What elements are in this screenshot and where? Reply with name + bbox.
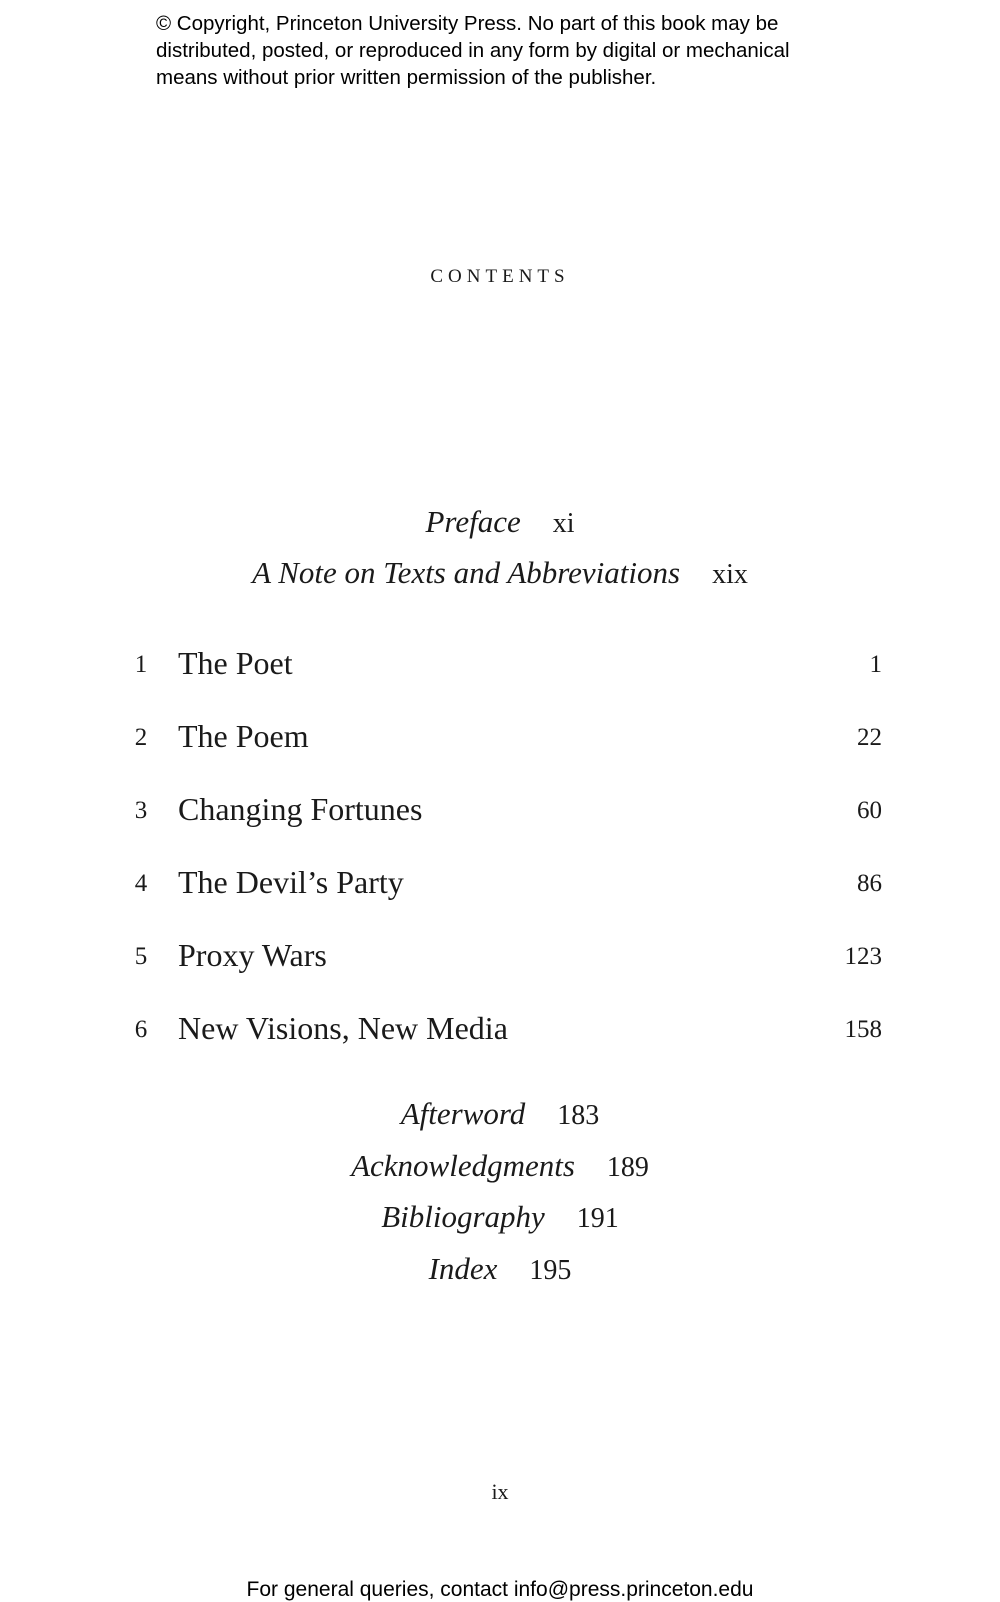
toc-entry-chapter-5[interactable] [130,935,882,1008]
chapter-number: 3 [134,797,148,824]
toc-entry-chapter-3[interactable] [130,789,882,862]
chapter-number: 4 [134,870,148,897]
toc-entry-page: 191 [576,1203,619,1234]
chapter-title: Proxy Wars [178,937,327,973]
chapter-page: 158 [844,1016,882,1043]
chapter-title: The Devil’s Party [178,864,404,900]
chapter-number: 1 [134,651,148,678]
back-matter-list [0,1088,1000,1294]
toc-entry-preface[interactable] [0,496,1000,547]
toc-entry-label: Index [428,1250,498,1286]
chapter-title: New Visions, New Media [178,1010,508,1046]
chapter-title: The Poet [178,645,293,681]
toc-entry-page: 189 [606,1151,649,1183]
footer-contact: For general queries, contact info@press.princeton.edu [246,1578,754,1601]
toc-entry-page: 195 [529,1254,572,1286]
chapter-page: 1 [869,651,882,678]
contents-heading: contents [430,258,570,288]
toc-entry-chapter-2[interactable] [130,716,882,789]
toc-entry-acknowledgments[interactable] [0,1140,1000,1192]
copyright-notice [156,10,876,91]
copyright-line: means without prior written permission of the publisher. [156,66,657,89]
chapter-page: 22 [857,724,882,751]
chapter-number: 2 [134,724,148,751]
toc-entry-page: xix [712,559,748,590]
toc-entry-index[interactable] [0,1243,1000,1295]
toc-entry-page: xi [552,508,575,539]
chapter-page: 60 [857,797,882,824]
toc-entry-bibliography[interactable] [0,1191,1000,1243]
toc-entry-afterword[interactable] [0,1088,1000,1140]
toc-entry-page: 183 [557,1100,600,1131]
chapter-list [130,643,882,1081]
toc-entry-label: A Note on Texts and Abbreviations [252,555,681,590]
toc-entry-chapter-6[interactable] [130,1008,882,1081]
toc-entry-label: Afterword [400,1096,526,1131]
toc-entry-note-on-texts[interactable] [0,547,1000,598]
page-folio: ix [491,1479,509,1504]
toc-entry-chapter-1[interactable] [130,643,882,716]
chapter-page: 86 [857,870,882,897]
chapter-number: 6 [134,1016,148,1043]
toc-entry-label: Preface [425,504,521,539]
toc-entry-label: Bibliography [381,1199,545,1234]
chapter-title: The Poem [178,718,309,754]
front-matter-list [0,496,1000,598]
copyright-line: © Copyright, Princeton University Press. No part of this book may be [156,12,779,35]
toc-entry-label: Acknowledgments [351,1147,575,1183]
copyright-line: distributed, posted, or reproduced in any form by digital or mechanical [156,39,790,62]
chapter-page: 123 [844,943,882,970]
chapter-title: Changing Fortunes [178,791,423,827]
toc-entry-chapter-4[interactable] [130,862,882,935]
chapter-number: 5 [134,943,148,970]
